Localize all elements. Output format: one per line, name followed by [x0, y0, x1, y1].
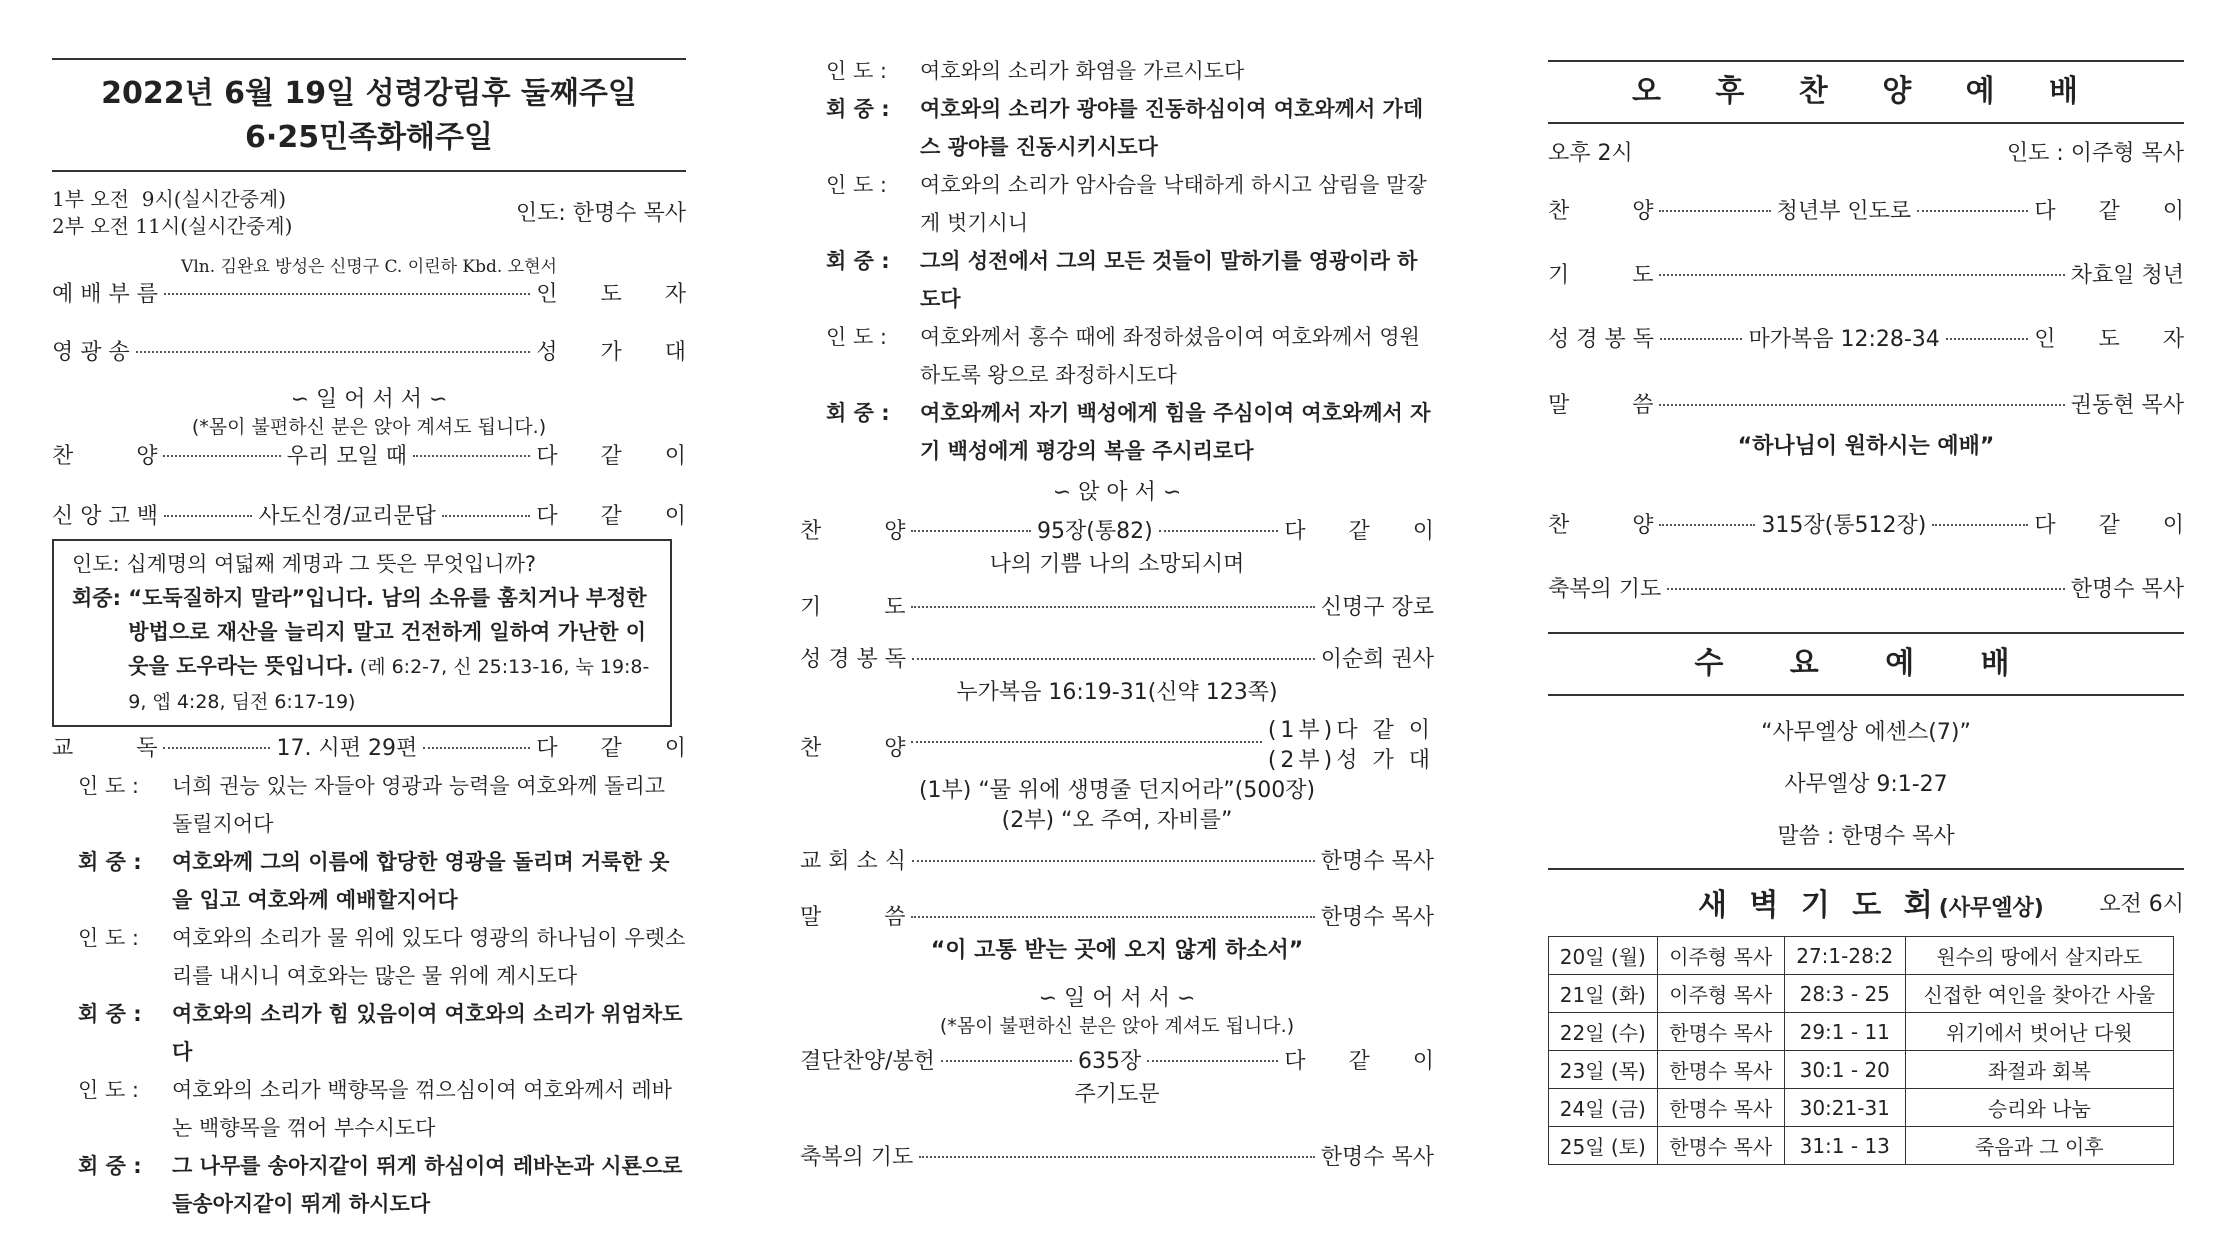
wednesday-sermon-title: “사무엘상 에센스(7)” — [1761, 720, 1971, 745]
response-line: 회 중 : 그의 성전에서 그의 모든 것들이 말하기를 영광이라 하도다 — [826, 249, 1418, 311]
afternoon-service-title: 오 후 찬 양 예 배 — [1548, 60, 2184, 124]
service-time-1: 1부 오전 9시(실시간중계) — [52, 187, 287, 211]
wednesday-passage: 사무엘상 9:1-27 — [1784, 772, 1948, 797]
pm-order-bible: 성 경 봉 독 마가복음 12:28-34 인 도 자 — [1548, 327, 2202, 352]
topic-cell: 위기에서 벗어난 다윗 — [1905, 1013, 2173, 1051]
dawn-prayer-book: (사무엘상) — [1938, 896, 2044, 921]
catechism-answer: 회중: “도둑질하지 말라”입니다. 남의 소유를 훔치거나 부정한 방법으로 재산을 늘리지 말고 건전하게 일하여 가난한 이웃을 도우라는 뜻입니다. (레 6:2-7, 신 25:13-16, 눅 19:8-9, 엡 4:28, 딤전 6:17-19) — [72, 586, 650, 713]
sit-instruction: ∽ 앉 아 서 ∽ — [1052, 480, 1182, 505]
choir-song-2: (2부) “오 주여, 자비를” — [1001, 808, 1233, 833]
date-cell: 20일 (월) — [1549, 937, 1658, 975]
wednesday-preacher: 말씀 : 한명수 목사 — [1777, 824, 1955, 849]
leader-cell: 한명수 목사 — [1657, 1089, 1784, 1127]
response-line: 회 중 : 여호와께 그의 이름에 합당한 영광을 돌리며 거룩한 옷을 입고 여호와께 예배할지어다 — [78, 850, 670, 912]
date-cell: 23일 (목) — [1549, 1051, 1658, 1089]
response-line: 회 중 : 여호와께서 자기 백성에게 힘을 주심이여 여호와께서 자기 백성에게 평강의 복을 주시리로다 — [826, 401, 1431, 463]
bible-passage: 누가복음 16:19-31(신약 123쪽) — [956, 680, 1278, 705]
table-row — [1549, 1127, 2174, 1165]
response-line: 회 중 : 여호와의 소리가 광야를 진동하심이여 여호와께서 가데스 광야를 진동시키시도다 — [826, 97, 1424, 159]
topic-cell: 승리와 나눔 — [1905, 1089, 2173, 1127]
response-line: 회 중 : 그 나무를 송아지같이 뛰게 하심이여 레바논과 시룐으로 들송아지같이 뛰게 하시도다 — [78, 1154, 683, 1216]
response-line: 인 도 : 너희 권능 있는 자들아 영광과 능력을 여호와께 돌리고 돌릴지어다 — [78, 774, 666, 836]
topic-cell: 원수의 땅에서 살지라도 — [1905, 937, 2173, 975]
order-hymn: 찬 양 우리 모일 때 다 같 이 — [52, 444, 705, 469]
order-bible-reading: 성 경 봉 독 이순희 권사 — [800, 647, 1434, 672]
pm-order-prayer: 기 도 차효일 청년 — [1548, 263, 2184, 288]
column-middle — [800, 0, 1452, 1176]
passage-cell: 31:1 - 13 — [1784, 1127, 1905, 1165]
service-leader: 인도: 한명수 목사 — [515, 200, 686, 226]
catechism-box — [52, 539, 672, 727]
date-cell: 24일 (금) — [1549, 1089, 1658, 1127]
table-row — [1549, 1051, 2174, 1089]
response-line: 인 도 : 여호와께서 홍수 때에 좌정하셨음이여 여호와께서 영원하도록 왕으로 좌정하시도다 — [826, 325, 1420, 387]
passage-cell: 30:1 - 20 — [1784, 1051, 1905, 1089]
wednesday-service-title: 수 요 예 배 — [1548, 632, 2184, 696]
catechism-answer-text: “도둑질하지 말라”입니다. 남의 소유를 훔치거나 부정한 방법으로 재산을 늘리지 말고 건전하게 일하여 가난한 이웃을 도우라는 뜻입니다. — [128, 586, 647, 678]
afternoon-time: 오후 2시 — [1548, 141, 1633, 166]
order-announcements: 교 회 소 식 한명수 목사 — [800, 849, 1434, 874]
order-gloria: 영 광 송 성 가 대 — [52, 340, 704, 365]
lords-prayer: 주기도문 — [1074, 1082, 1160, 1107]
afternoon-service-info — [1548, 136, 2184, 172]
leader-cell: 이주형 목사 — [1657, 975, 1784, 1013]
dawn-prayer-title: 새 벽 기 도 회 — [1698, 888, 1939, 923]
date-cell: 25일 (토) — [1549, 1127, 1658, 1165]
response-line: 인 도 : 여호와의 소리가 암사슴을 낙태하게 하시고 삼림을 말갛게 벗기시니 — [826, 173, 1427, 235]
response-line: 인 도 : 여호와의 소리가 화염을 가르시도다 — [826, 59, 1245, 83]
table-row — [1549, 937, 2174, 975]
table-row — [1549, 1013, 2174, 1051]
pm-sermon-title: “하나님이 원하시는 예배” — [1737, 434, 1995, 459]
hymn-title: 나의 기쁨 나의 소망되시며 — [989, 552, 1245, 577]
pm-order-sermon: 말 씀 권동현 목사 — [1548, 393, 2184, 418]
order-hymn-2: 찬 양 95장(통82) 다 같 이 — [800, 519, 1452, 544]
topic-cell: 좌절과 회복 — [1905, 1051, 2173, 1089]
response-line: 인 도 : 여호와의 소리가 백향목을 꺾으심이여 여호와께서 레바논 백향목을 꺾어 부수시도다 — [78, 1078, 672, 1140]
topic-cell: 신접한 여인을 찾아간 사울 — [1905, 975, 2173, 1013]
order-responsive-reading: 교 독 17. 시편 29편 다 같 이 — [52, 736, 704, 761]
date-cell: 22일 (수) — [1549, 1013, 1658, 1051]
order-offering: 결단찬양/봉헌 635장 다 같 이 — [800, 1049, 1452, 1074]
date-cell: 21일 (화) — [1549, 975, 1658, 1013]
dawn-prayer-time: 오전 6시 — [2099, 891, 2184, 917]
dawn-prayer-schedule — [1548, 936, 2174, 1165]
bulletin-title — [52, 58, 686, 172]
order-call-to-worship: 예 배 부 름 인 도 자 — [52, 282, 704, 307]
passage-cell: 28:3 - 25 — [1784, 975, 1905, 1013]
leader-cell: 한명수 목사 — [1657, 1127, 1784, 1165]
order-choir: 찬 양 (1부)다 같 이 (2부)성 가 대 — [800, 716, 1434, 776]
stand-instruction-2: ∽ 일 어 서 서 ∽ — [1038, 986, 1196, 1011]
sermon-title: “이 고통 받는 곳에 오지 않게 하소서” — [930, 938, 1304, 963]
choir-song-1: (1부) “물 위에 생명줄 던지어라”(500장) — [918, 778, 1316, 803]
afternoon-leader: 인도 : 이주형 목사 — [2006, 141, 2184, 166]
stand-note-2: (*몸이 불편하신 분은 앉아 계셔도 됩니다.) — [939, 1015, 1295, 1037]
responsive-reading-left — [52, 767, 686, 1223]
service-time-2: 2부 오전 11시(실시간중계) — [52, 214, 293, 238]
response-line: 인 도 : 여호와의 소리가 물 위에 있도다 영광의 하나님이 우렛소리를 내시니 여호와는 많은 물 위에 계시도다 — [78, 926, 686, 988]
leader-cell: 한명수 목사 — [1657, 1013, 1784, 1051]
service-times — [52, 186, 686, 240]
pm-order-hymn-2: 찬 양 315장(통512장) 다 같 이 — [1548, 513, 2203, 538]
order-creed: 신 앙 고 백 사도신경/교리문답 다 같 이 — [52, 504, 704, 529]
response-line: 회 중 : 여호와의 소리가 힘 있음이여 여호와의 소리가 위엄차도다 — [78, 1002, 683, 1064]
stand-instruction: ∽ 일 어 서 서 ∽ — [290, 387, 448, 412]
passage-cell: 29:1 - 11 — [1784, 1013, 1905, 1051]
pm-order-benediction: 축복의 기도 한명수 목사 — [1548, 577, 2184, 602]
catechism-references: (레 6:2-7, 신 25:13-16, 눅 19:8-9, 엡 4:28, 딤전 6:17-19) — [128, 656, 650, 713]
passage-cell: 30:21-31 — [1784, 1089, 1905, 1127]
stand-note: (*몸이 불편하신 분은 앉아 계셔도 됩니다.) — [191, 416, 547, 438]
passage-cell: 27:1-28:2 — [1784, 937, 1905, 975]
title-theme-line: 6·25민족화해주일 — [245, 120, 493, 155]
column-left — [52, 0, 705, 1223]
order-benediction: 축복의 기도 한명수 목사 — [800, 1145, 1434, 1170]
title-date-line: 2022년 6월 19일 성령강림후 둘째주일 — [101, 76, 637, 111]
order-sermon: 말 씀 한명수 목사 — [800, 905, 1434, 930]
catechism-question: 인도: 십계명의 여덟째 계명과 그 뜻은 무엇입니까? — [72, 552, 536, 576]
table-row — [1549, 1089, 2174, 1127]
topic-cell: 죽음과 그 이후 — [1905, 1127, 2173, 1165]
leader-cell: 한명수 목사 — [1657, 1051, 1784, 1089]
performers: Vln. 김완요 방성은 신명구 C. 이린하 Kbd. 오현서 — [181, 257, 557, 277]
table-row — [1549, 975, 2174, 1013]
leader-cell: 이주형 목사 — [1657, 937, 1784, 975]
choir-part2: (2부)성 가 대 — [1267, 748, 1434, 773]
choir-part1: (1부)다 같 이 — [1267, 718, 1434, 743]
order-prayer: 기 도 신명구 장로 — [800, 595, 1434, 620]
dawn-prayer-header — [1548, 868, 2184, 924]
pm-order-hymn: 찬 양 청년부 인도로 다 같 이 — [1548, 199, 2202, 224]
responsive-reading-middle — [800, 52, 1434, 470]
column-right — [1548, 0, 2203, 1165]
